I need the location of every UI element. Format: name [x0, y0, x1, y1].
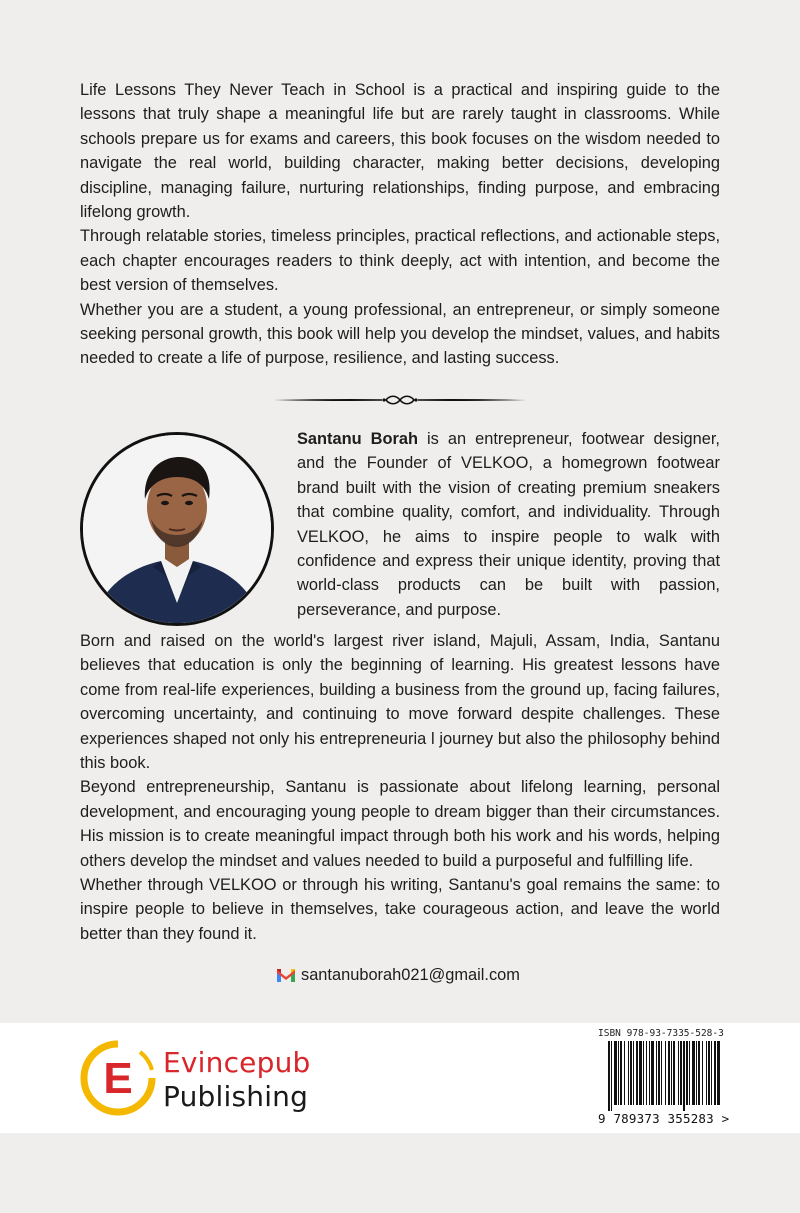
publisher-name-line2: Publishing — [163, 1080, 309, 1113]
author-email[interactable]: santanuborah021@gmail.com — [301, 965, 520, 984]
barcode-bar — [702, 1041, 703, 1105]
barcode-bar — [639, 1041, 642, 1105]
barcode-bar — [671, 1041, 672, 1105]
barcode-bar — [608, 1041, 610, 1111]
barcode-bar — [706, 1041, 707, 1105]
barcode-bar — [643, 1041, 644, 1105]
barcode-bar — [661, 1041, 662, 1105]
author-photo — [80, 432, 274, 626]
barcode-bar — [714, 1041, 716, 1105]
author-intro — [297, 427, 720, 622]
blurb-paragraph-1: Life Lessons They Never Teach in School is a practical and inspiring guide to the lessons that truly shape a meaningful life but are rarely taught in classrooms. While schools prepare us for exams and careers, this book focuses on the wisdom needed to navigate the real world, building character, making better decisions, developing discipline, managing failure, nurturing relationships, finding purpose, and embracing lifelong growth. — [80, 81, 720, 222]
author-intro-text: is an entrepreneur, footwear designer, and the Founder of VELKOO, a homegrown footwear brand built with the vision of creating premium sneakers that combine quality, comfort, and individuality. Through VELKOO, he aims to inspire people to walk with confidence and express their unique identity, proving that world-class products can be built with passion, perseverance, and purpose. — [297, 430, 720, 619]
barcode-bar — [651, 1041, 654, 1105]
barcode-bar — [717, 1041, 720, 1105]
barcode-bar — [686, 1041, 688, 1105]
barcode-bar — [614, 1041, 617, 1105]
author-bio-paragraph-3: Whether through VELKOO or through his writing, Santanu's goal remains the same: to inspire people to believe in themselves, take courageous action, and leave the world better than they found it. — [80, 876, 720, 943]
barcode-bar — [611, 1041, 612, 1111]
barcode-bar — [646, 1041, 647, 1105]
barcode-bar — [708, 1041, 710, 1105]
author-contact — [277, 963, 520, 987]
logo-letter: E — [103, 1054, 133, 1103]
barcode-bar — [678, 1041, 679, 1105]
publisher-logo — [80, 1040, 311, 1120]
barcode-bar — [620, 1041, 622, 1105]
barcode-bar — [658, 1041, 660, 1105]
barcode-bar — [628, 1041, 629, 1105]
barcode-icon — [608, 1041, 720, 1111]
barcode-bar — [696, 1041, 697, 1105]
barcode-bar — [656, 1041, 657, 1105]
blurb-paragraph-2: Through relatable stories, timeless principles, practical reflections, and actionable steps, each chapter encourages readers to think deeply, act with intention, and become the best version of themselves. — [80, 227, 720, 295]
barcode-bar — [668, 1041, 670, 1105]
barcode-bar — [692, 1041, 695, 1105]
barcode-bar — [649, 1041, 650, 1105]
barcode-bar — [618, 1041, 619, 1105]
barcode-bar — [673, 1041, 675, 1105]
gmail-icon — [277, 968, 295, 982]
barcode-bar — [624, 1041, 625, 1105]
barcode-bar — [636, 1041, 638, 1105]
barcode-bar — [665, 1041, 666, 1105]
barcode-bar — [683, 1041, 685, 1111]
evincepub-logo-icon — [80, 1040, 156, 1116]
barcode-bar — [698, 1041, 700, 1105]
publisher-name-line1: Evincepub — [163, 1046, 311, 1079]
book-blurb — [80, 78, 720, 371]
blurb-paragraph-3: Whether you are a student, a young professional, an entrepreneur, or simply someone seeking personal growth, this book will help you develop the mindset, values, and habits needed to create a life of purpose, resilience, and lasting success. — [80, 300, 720, 368]
author-name: Santanu Borah — [297, 430, 419, 448]
barcode-bar — [689, 1041, 690, 1105]
barcode-digits: 9 789373 355283 > — [598, 1111, 730, 1126]
isbn-label: ISBN 978-93-7335-528-3 — [598, 1028, 724, 1039]
barcode-bar — [680, 1041, 682, 1105]
author-bio-paragraph-2: Beyond entrepreneurship, Santanu is passionate about lifelong learning, personal development, and encouraging young people to dream bigger than their circumstances. His mission is to create meaningful impact through both his work and his words, helping others develop the mindset and values needed to build a purposeful and fulfilling life. — [80, 778, 720, 870]
barcode-bar — [630, 1041, 632, 1105]
author-bio — [80, 629, 720, 946]
author-bio-paragraph-1: Born and raised on the world's largest river island, Majuli, Assam, India, Santanu believes that education is only the beginning of learning. His greatest lessons have come from real-life experiences, building a business from the ground up, facing failures, overcoming uncertainty, and continuing to move forward despite challenges. These experiences shaped not only his entrepreneuria l journey but also the philosophy behind this book. — [80, 632, 720, 773]
author-portrait-icon — [83, 435, 271, 623]
ornamental-divider — [274, 392, 526, 408]
barcode-bar — [633, 1041, 634, 1105]
barcode-bar — [711, 1041, 712, 1105]
